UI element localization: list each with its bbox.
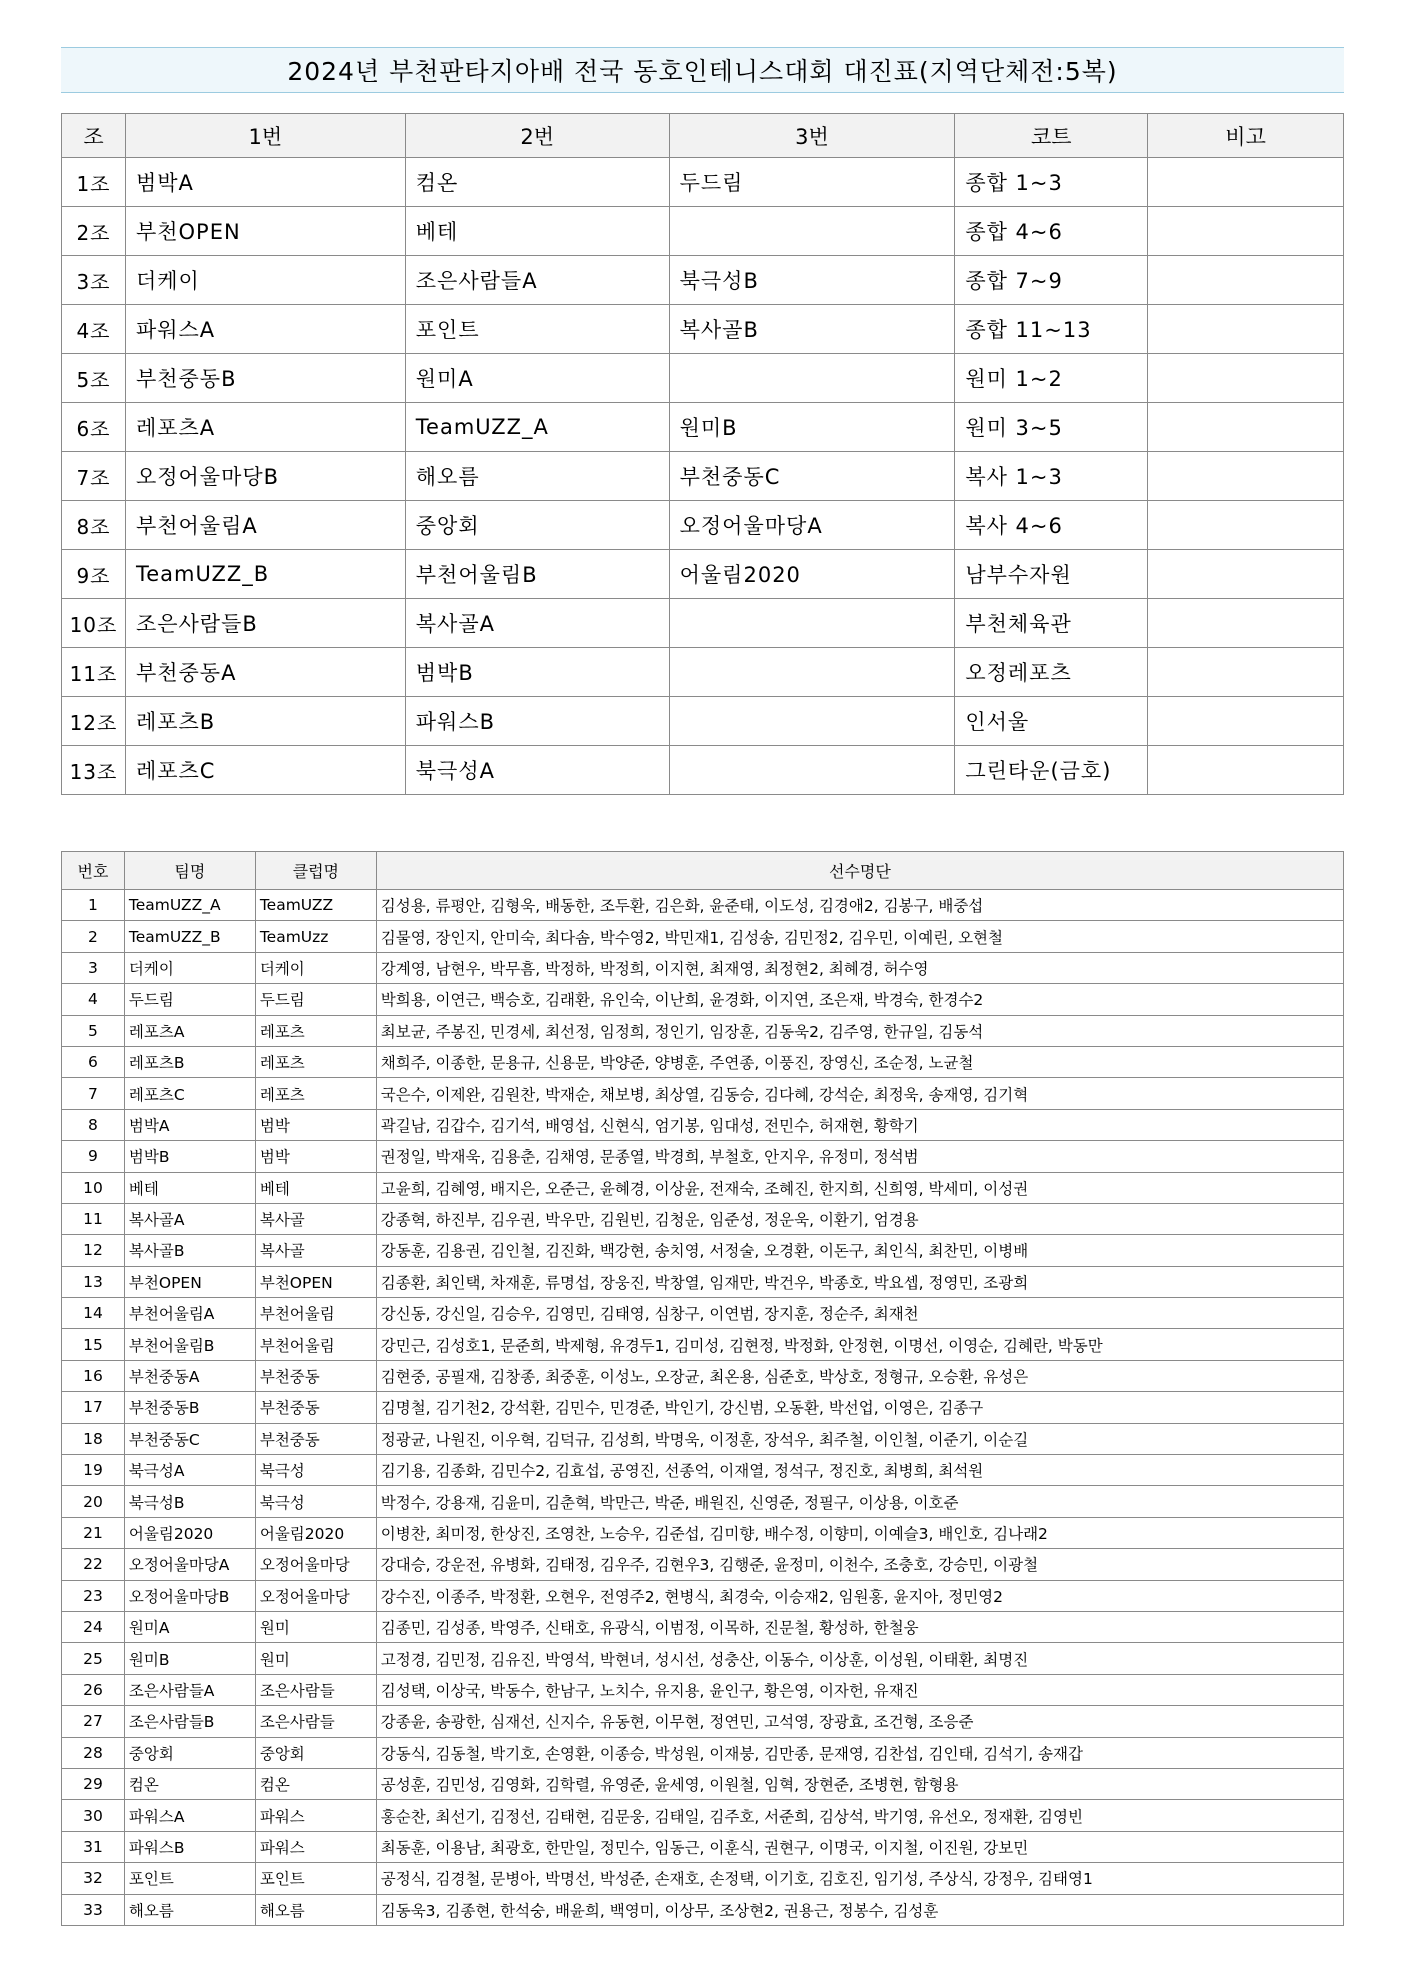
team3-cell: 부천중동C — [669, 452, 955, 501]
roster-row — [62, 1580, 1344, 1611]
players-cell: 강대승, 강운전, 유병화, 김태정, 김우주, 김현우3, 김행준, 윤정미, 이천수, 조충호, 강승민, 이광철 — [376, 1549, 1343, 1580]
team1-cell: 범박A — [125, 158, 405, 207]
team-name-cell: 레포츠A — [124, 1015, 255, 1046]
players-cell: 김성택, 이상국, 박동수, 한남구, 노치수, 유지용, 윤인구, 황은영, 이자헌, 유재진 — [376, 1674, 1343, 1705]
club-name-cell: 북극성 — [255, 1486, 376, 1517]
team-name-cell: 범박B — [124, 1141, 255, 1172]
roster-row — [62, 1046, 1344, 1077]
players-cell: 김현중, 공필재, 김창종, 최중훈, 이성노, 오장균, 최온용, 심준호, 박상호, 정형규, 오승환, 유성은 — [376, 1360, 1343, 1391]
group-number-cell: 10조 — [62, 599, 126, 648]
players-cell: 강민근, 김성호1, 문준희, 박제형, 유경두1, 김미성, 김현정, 박정화, 안정현, 이명선, 이영순, 김혜란, 박동만 — [376, 1329, 1343, 1360]
roster-number-cell: 23 — [62, 1580, 125, 1611]
court-cell: 인서울 — [955, 697, 1148, 746]
team2-cell: 포인트 — [405, 305, 669, 354]
roster-number-cell: 1 — [62, 890, 125, 921]
group-number-cell: 7조 — [62, 452, 126, 501]
team-name-cell: 조은사람들A — [124, 1674, 255, 1705]
team1-cell: 레포츠B — [125, 697, 405, 746]
club-name-cell: 레포츠 — [255, 1078, 376, 1109]
court-cell: 종합 7~9 — [955, 256, 1148, 305]
court-cell: 종합 1~3 — [955, 158, 1148, 207]
roster-number-cell: 2 — [62, 921, 125, 952]
players-cell: 권정일, 박재욱, 김용춘, 김채영, 문종열, 박경희, 부철호, 안지우, 유정미, 정석범 — [376, 1141, 1343, 1172]
club-name-cell: 복사골 — [255, 1235, 376, 1266]
groups-table — [61, 113, 1344, 795]
club-name-cell: 어울림2020 — [255, 1517, 376, 1548]
note-cell — [1148, 697, 1344, 746]
group-number-cell: 8조 — [62, 501, 126, 550]
team2-cell: 부천어울림B — [405, 550, 669, 599]
club-name-cell: 부천중동 — [255, 1423, 376, 1454]
group-row — [62, 452, 1344, 501]
team1-cell: 레포츠C — [125, 746, 405, 795]
club-name-cell: TeamUZZ — [255, 890, 376, 921]
header-club-name: 클럽명 — [255, 852, 376, 890]
team2-cell: 중앙회 — [405, 501, 669, 550]
note-cell — [1148, 305, 1344, 354]
team-name-cell: 오정어울마당A — [124, 1549, 255, 1580]
club-name-cell: 중앙회 — [255, 1737, 376, 1768]
header-number: 번호 — [62, 852, 125, 890]
club-name-cell: 부천OPEN — [255, 1266, 376, 1297]
team3-cell: 두드림 — [669, 158, 955, 207]
players-cell: 김물영, 장인지, 안미숙, 최다솜, 박수영2, 박민재1, 김성송, 김민정2, 김우민, 이예린, 오현철 — [376, 921, 1343, 952]
team-name-cell: 원미B — [124, 1643, 255, 1674]
roster-row — [62, 1329, 1344, 1360]
club-name-cell: 파워스 — [255, 1831, 376, 1862]
roster-row — [62, 1423, 1344, 1454]
group-row — [62, 550, 1344, 599]
team-name-cell: 중앙회 — [124, 1737, 255, 1768]
group-row — [62, 207, 1344, 256]
note-cell — [1148, 501, 1344, 550]
roster-row — [62, 1266, 1344, 1297]
note-cell — [1148, 207, 1344, 256]
roster-row — [62, 1486, 1344, 1517]
team-name-cell: 조은사람들B — [124, 1706, 255, 1737]
court-cell: 부천체육관 — [955, 599, 1148, 648]
players-cell: 최동훈, 이용남, 최광호, 한만일, 정민수, 임동근, 이훈식, 권현구, 이명국, 이지철, 이진원, 강보민 — [376, 1831, 1343, 1862]
group-row — [62, 648, 1344, 697]
note-cell — [1148, 648, 1344, 697]
players-cell: 강신동, 강신일, 김승우, 김영민, 김태영, 심창구, 이연범, 장지훈, 정순주, 최재천 — [376, 1298, 1343, 1329]
roster-number-cell: 6 — [62, 1046, 125, 1077]
players-cell: 공성훈, 김민성, 김영화, 김학렬, 유영준, 윤세영, 이원철, 임혁, 장현준, 조병현, 함형용 — [376, 1768, 1343, 1799]
roster-number-cell: 31 — [62, 1831, 125, 1862]
team-name-cell: 해오름 — [124, 1894, 255, 1925]
team3-cell — [669, 746, 955, 795]
roster-row — [62, 1611, 1344, 1642]
team2-cell: 조은사람들A — [405, 256, 669, 305]
group-number-cell: 12조 — [62, 697, 126, 746]
court-cell: 남부수자원 — [955, 550, 1148, 599]
team2-cell: 컴온 — [405, 158, 669, 207]
roster-number-cell: 25 — [62, 1643, 125, 1674]
roster-number-cell: 24 — [62, 1611, 125, 1642]
players-cell: 강동훈, 김용권, 김인철, 김진화, 백강현, 송치영, 서정술, 오경환, 이돈구, 최인식, 최찬민, 이병배 — [376, 1235, 1343, 1266]
club-name-cell: 파워스 — [255, 1800, 376, 1831]
players-cell: 김성용, 류평안, 김형욱, 배동한, 조두환, 김은화, 윤준태, 이도성, 김경애2, 김봉구, 배중섭 — [376, 890, 1343, 921]
roster-row — [62, 1800, 1344, 1831]
team-name-cell: 북극성B — [124, 1486, 255, 1517]
club-name-cell: 해오름 — [255, 1894, 376, 1925]
roster-number-cell: 32 — [62, 1863, 125, 1894]
group-row — [62, 354, 1344, 403]
group-number-cell: 13조 — [62, 746, 126, 795]
group-row — [62, 697, 1344, 746]
roster-row — [62, 1015, 1344, 1046]
club-name-cell: TeamUzz — [255, 921, 376, 952]
roster-row — [62, 1455, 1344, 1486]
roster-row — [62, 1894, 1344, 1925]
court-cell: 원미 1~2 — [955, 354, 1148, 403]
roster-number-cell: 21 — [62, 1517, 125, 1548]
note-cell — [1148, 599, 1344, 648]
group-row — [62, 746, 1344, 795]
team3-cell: 복사골B — [669, 305, 955, 354]
team-name-cell: 레포츠B — [124, 1046, 255, 1077]
group-number-cell: 11조 — [62, 648, 126, 697]
team1-cell: 파워스A — [125, 305, 405, 354]
players-cell: 고정경, 김민정, 김유진, 박영석, 박현녀, 성시선, 성충산, 이동수, 이상훈, 이성원, 이태환, 최명진 — [376, 1643, 1343, 1674]
club-name-cell: 복사골 — [255, 1203, 376, 1234]
team1-cell: 오정어울마당B — [125, 452, 405, 501]
roster-number-cell: 8 — [62, 1109, 125, 1140]
roster-number-cell: 14 — [62, 1298, 125, 1329]
roster-row — [62, 952, 1344, 983]
club-name-cell: 더케이 — [255, 952, 376, 983]
club-name-cell: 조은사람들 — [255, 1706, 376, 1737]
team1-cell: 조은사람들B — [125, 599, 405, 648]
players-cell: 강수진, 이종주, 박정환, 오현우, 전영주2, 현병식, 최경숙, 이승재2, 임원홍, 윤지아, 정민영2 — [376, 1580, 1343, 1611]
club-name-cell: 두드림 — [255, 984, 376, 1015]
players-cell: 김종환, 최인택, 차재훈, 류명섭, 장웅진, 박창열, 임재만, 박건우, 박종호, 박요셉, 정영민, 조광희 — [376, 1266, 1343, 1297]
players-cell: 김동욱3, 김종현, 한석숭, 배윤희, 백영미, 이상무, 조상현2, 권용근, 정봉수, 김성훈 — [376, 1894, 1343, 1925]
players-cell: 정광균, 나원진, 이우혁, 김덕규, 김성희, 박명욱, 이정훈, 장석우, 최주철, 이인철, 이준기, 이순길 — [376, 1423, 1343, 1454]
court-cell: 복사 1~3 — [955, 452, 1148, 501]
group-row — [62, 256, 1344, 305]
players-cell: 박희용, 이연근, 백승호, 김래환, 유인숙, 이난희, 윤경화, 이지연, 조은재, 박경숙, 한경수2 — [376, 984, 1343, 1015]
players-cell: 고윤희, 김혜영, 배지은, 오준근, 윤혜경, 이상윤, 전재숙, 조혜진, 한지희, 신희영, 박세미, 이성권 — [376, 1172, 1343, 1203]
team-name-cell: 부천중동A — [124, 1360, 255, 1391]
team-name-cell: 파워스B — [124, 1831, 255, 1862]
club-name-cell: 범박 — [255, 1141, 376, 1172]
team-name-cell: 포인트 — [124, 1863, 255, 1894]
roster-number-cell: 10 — [62, 1172, 125, 1203]
group-row — [62, 599, 1344, 648]
team-name-cell: 원미A — [124, 1611, 255, 1642]
court-cell: 종합 11~13 — [955, 305, 1148, 354]
players-cell: 김명철, 김기천2, 강석환, 김민수, 민경준, 박인기, 강신범, 오동환, 박선업, 이영은, 김종구 — [376, 1392, 1343, 1423]
roster-row — [62, 1392, 1344, 1423]
players-cell: 강계영, 남현우, 박무흠, 박정하, 박정희, 이지현, 최재영, 최정현2, 최혜경, 허수영 — [376, 952, 1343, 983]
roster-number-cell: 33 — [62, 1894, 125, 1925]
header-group: 조 — [62, 114, 126, 158]
groups-header-row — [62, 114, 1344, 158]
roster-row — [62, 1172, 1344, 1203]
roster-table — [61, 851, 1344, 1926]
roster-number-cell: 20 — [62, 1486, 125, 1517]
group-row — [62, 158, 1344, 207]
team2-cell: 해오름 — [405, 452, 669, 501]
club-name-cell: 부천중동 — [255, 1392, 376, 1423]
team3-cell: 오정어울마당A — [669, 501, 955, 550]
team-name-cell: TeamUZZ_A — [124, 890, 255, 921]
club-name-cell: 부천중동 — [255, 1360, 376, 1391]
header-team1: 1번 — [125, 114, 405, 158]
header-note: 비고 — [1148, 114, 1344, 158]
roster-row — [62, 1141, 1344, 1172]
roster-row — [62, 1674, 1344, 1705]
roster-row — [62, 1517, 1344, 1548]
players-cell: 공정식, 김경철, 문병아, 박명선, 박성준, 손재호, 손정택, 이기호, 김호진, 임기성, 주상식, 강정우, 김태영1 — [376, 1863, 1343, 1894]
team-name-cell: 오정어울마당B — [124, 1580, 255, 1611]
court-cell: 그린타운(금호) — [955, 746, 1148, 795]
team-name-cell: 컴온 — [124, 1768, 255, 1799]
note-cell — [1148, 403, 1344, 452]
players-cell: 채희주, 이종한, 문용규, 신용문, 박양준, 양병훈, 주연종, 이풍진, 장영신, 조순정, 노균철 — [376, 1046, 1343, 1077]
roster-number-cell: 3 — [62, 952, 125, 983]
team2-cell: 범박B — [405, 648, 669, 697]
group-number-cell: 6조 — [62, 403, 126, 452]
club-name-cell: 원미 — [255, 1643, 376, 1674]
roster-row — [62, 1109, 1344, 1140]
team1-cell: TeamUZZ_B — [125, 550, 405, 599]
roster-row — [62, 1831, 1344, 1862]
team3-cell: 북극성B — [669, 256, 955, 305]
team1-cell: 부천OPEN — [125, 207, 405, 256]
roster-row — [62, 890, 1344, 921]
roster-row — [62, 1235, 1344, 1266]
group-number-cell: 4조 — [62, 305, 126, 354]
club-name-cell: 오정어울마당 — [255, 1549, 376, 1580]
note-cell — [1148, 354, 1344, 403]
players-cell: 박정수, 강용재, 김윤미, 김춘혁, 박만근, 박준, 배원진, 신영준, 정필구, 이상용, 이호준 — [376, 1486, 1343, 1517]
group-number-cell: 9조 — [62, 550, 126, 599]
team1-cell: 부천중동A — [125, 648, 405, 697]
note-cell — [1148, 158, 1344, 207]
court-cell: 종합 4~6 — [955, 207, 1148, 256]
court-cell: 원미 3~5 — [955, 403, 1148, 452]
team-name-cell: 두드림 — [124, 984, 255, 1015]
club-name-cell: 부천어울림 — [255, 1298, 376, 1329]
roster-number-cell: 9 — [62, 1141, 125, 1172]
club-name-cell: 오정어울마당 — [255, 1580, 376, 1611]
players-cell: 곽길남, 김갑수, 김기석, 배영섭, 신현식, 엄기봉, 임대성, 전민수, 허재현, 황학기 — [376, 1109, 1343, 1140]
group-number-cell: 2조 — [62, 207, 126, 256]
club-name-cell: 범박 — [255, 1109, 376, 1140]
team3-cell — [669, 599, 955, 648]
roster-number-cell: 7 — [62, 1078, 125, 1109]
team-name-cell: 어울림2020 — [124, 1517, 255, 1548]
header-team2: 2번 — [405, 114, 669, 158]
note-cell — [1148, 550, 1344, 599]
team-name-cell: 복사골A — [124, 1203, 255, 1234]
note-cell — [1148, 452, 1344, 501]
roster-row — [62, 1768, 1344, 1799]
roster-row — [62, 1203, 1344, 1234]
players-cell: 이병찬, 최미정, 한상진, 조영찬, 노승우, 김준섭, 김미향, 배수정, 이향미, 이예슬3, 배인호, 김나래2 — [376, 1517, 1343, 1548]
group-number-cell: 3조 — [62, 256, 126, 305]
team-name-cell: 부천어울림A — [124, 1298, 255, 1329]
roster-number-cell: 28 — [62, 1737, 125, 1768]
team3-cell: 어울림2020 — [669, 550, 955, 599]
team-name-cell: 파워스A — [124, 1800, 255, 1831]
club-name-cell: 컴온 — [255, 1768, 376, 1799]
roster-number-cell: 17 — [62, 1392, 125, 1423]
team3-cell: 원미B — [669, 403, 955, 452]
club-name-cell: 부천어울림 — [255, 1329, 376, 1360]
team-name-cell: 부천어울림B — [124, 1329, 255, 1360]
team-name-cell: TeamUZZ_B — [124, 921, 255, 952]
roster-number-cell: 5 — [62, 1015, 125, 1046]
roster-number-cell: 16 — [62, 1360, 125, 1391]
header-court: 코트 — [955, 114, 1148, 158]
players-cell: 김기용, 김종화, 김민수2, 김효섭, 공영진, 선종억, 이재열, 정석구, 정진호, 최병희, 최석원 — [376, 1455, 1343, 1486]
team1-cell: 더케이 — [125, 256, 405, 305]
roster-number-cell: 4 — [62, 984, 125, 1015]
club-name-cell: 베테 — [255, 1172, 376, 1203]
team3-cell — [669, 207, 955, 256]
roster-number-cell: 11 — [62, 1203, 125, 1234]
team-name-cell: 부천중동C — [124, 1423, 255, 1454]
team-name-cell: 더케이 — [124, 952, 255, 983]
roster-number-cell: 13 — [62, 1266, 125, 1297]
players-cell: 강종혁, 하진부, 김우권, 박우만, 김원빈, 김청운, 임준성, 정운욱, 이환기, 엄경용 — [376, 1203, 1343, 1234]
club-name-cell: 레포츠 — [255, 1015, 376, 1046]
roster-row — [62, 1737, 1344, 1768]
team3-cell — [669, 697, 955, 746]
roster-header-row — [62, 852, 1344, 890]
club-name-cell: 포인트 — [255, 1863, 376, 1894]
group-row — [62, 305, 1344, 354]
team-name-cell: 베테 — [124, 1172, 255, 1203]
page-title: 2024년 부천판타지아배 전국 동호인테니스대회 대진표(지역단체전:5복) — [61, 47, 1344, 93]
roster-row — [62, 1706, 1344, 1737]
roster-row — [62, 921, 1344, 952]
group-number-cell: 1조 — [62, 158, 126, 207]
team2-cell: TeamUZZ_A — [405, 403, 669, 452]
roster-number-cell: 26 — [62, 1674, 125, 1705]
team3-cell — [669, 354, 955, 403]
roster-number-cell: 19 — [62, 1455, 125, 1486]
roster-row — [62, 1863, 1344, 1894]
players-cell: 강동식, 김동철, 박기호, 손영환, 이종승, 박성원, 이재붕, 김만종, 문재영, 김찬섭, 김인태, 김석기, 송재갑 — [376, 1737, 1343, 1768]
club-name-cell: 조은사람들 — [255, 1674, 376, 1705]
team2-cell: 원미A — [405, 354, 669, 403]
group-number-cell: 5조 — [62, 354, 126, 403]
team-name-cell: 부천OPEN — [124, 1266, 255, 1297]
roster-row — [62, 1549, 1344, 1580]
note-cell — [1148, 746, 1344, 795]
players-cell: 국은수, 이제완, 김원찬, 박재순, 채보병, 최상열, 김동승, 김다혜, 강석순, 최정욱, 송재영, 김기혁 — [376, 1078, 1343, 1109]
group-row — [62, 501, 1344, 550]
roster-number-cell: 12 — [62, 1235, 125, 1266]
team-name-cell: 북극성A — [124, 1455, 255, 1486]
players-cell: 김종민, 김성종, 박영주, 신태호, 유광식, 이범정, 이목하, 진문철, 황성하, 한철웅 — [376, 1611, 1343, 1642]
team-name-cell: 레포츠C — [124, 1078, 255, 1109]
club-name-cell: 레포츠 — [255, 1046, 376, 1077]
team3-cell — [669, 648, 955, 697]
roster-row — [62, 1298, 1344, 1329]
roster-row — [62, 1643, 1344, 1674]
note-cell — [1148, 256, 1344, 305]
header-team3: 3번 — [669, 114, 955, 158]
team1-cell: 레포츠A — [125, 403, 405, 452]
players-cell: 최보균, 주봉진, 민경세, 최선정, 임정희, 정인기, 임장훈, 김동욱2, 김주영, 한규일, 김동석 — [376, 1015, 1343, 1046]
court-cell: 복사 4~6 — [955, 501, 1148, 550]
team1-cell: 부천중동B — [125, 354, 405, 403]
header-players: 선수명단 — [376, 852, 1343, 890]
header-team-name: 팀명 — [124, 852, 255, 890]
team2-cell: 복사골A — [405, 599, 669, 648]
group-row — [62, 403, 1344, 452]
team-name-cell: 복사골B — [124, 1235, 255, 1266]
roster-number-cell: 27 — [62, 1706, 125, 1737]
team2-cell: 파워스B — [405, 697, 669, 746]
court-cell: 오정레포츠 — [955, 648, 1148, 697]
roster-number-cell: 22 — [62, 1549, 125, 1580]
roster-number-cell: 30 — [62, 1800, 125, 1831]
team2-cell: 베테 — [405, 207, 669, 256]
club-name-cell: 원미 — [255, 1611, 376, 1642]
roster-row — [62, 1078, 1344, 1109]
players-cell: 홍순찬, 최선기, 김정선, 김태현, 김문웅, 김태일, 김주호, 서준희, 김상석, 박기영, 유선오, 정재환, 김영빈 — [376, 1800, 1343, 1831]
team1-cell: 부천어울림A — [125, 501, 405, 550]
team2-cell: 북극성A — [405, 746, 669, 795]
roster-row — [62, 984, 1344, 1015]
roster-number-cell: 18 — [62, 1423, 125, 1454]
players-cell: 강종윤, 송광한, 심재선, 신지수, 유동현, 이무현, 정연민, 고석영, 장광효, 조건형, 조응준 — [376, 1706, 1343, 1737]
club-name-cell: 북극성 — [255, 1455, 376, 1486]
team-name-cell: 부천중동B — [124, 1392, 255, 1423]
team-name-cell: 범박A — [124, 1109, 255, 1140]
roster-row — [62, 1360, 1344, 1391]
roster-number-cell: 29 — [62, 1768, 125, 1799]
roster-number-cell: 15 — [62, 1329, 125, 1360]
